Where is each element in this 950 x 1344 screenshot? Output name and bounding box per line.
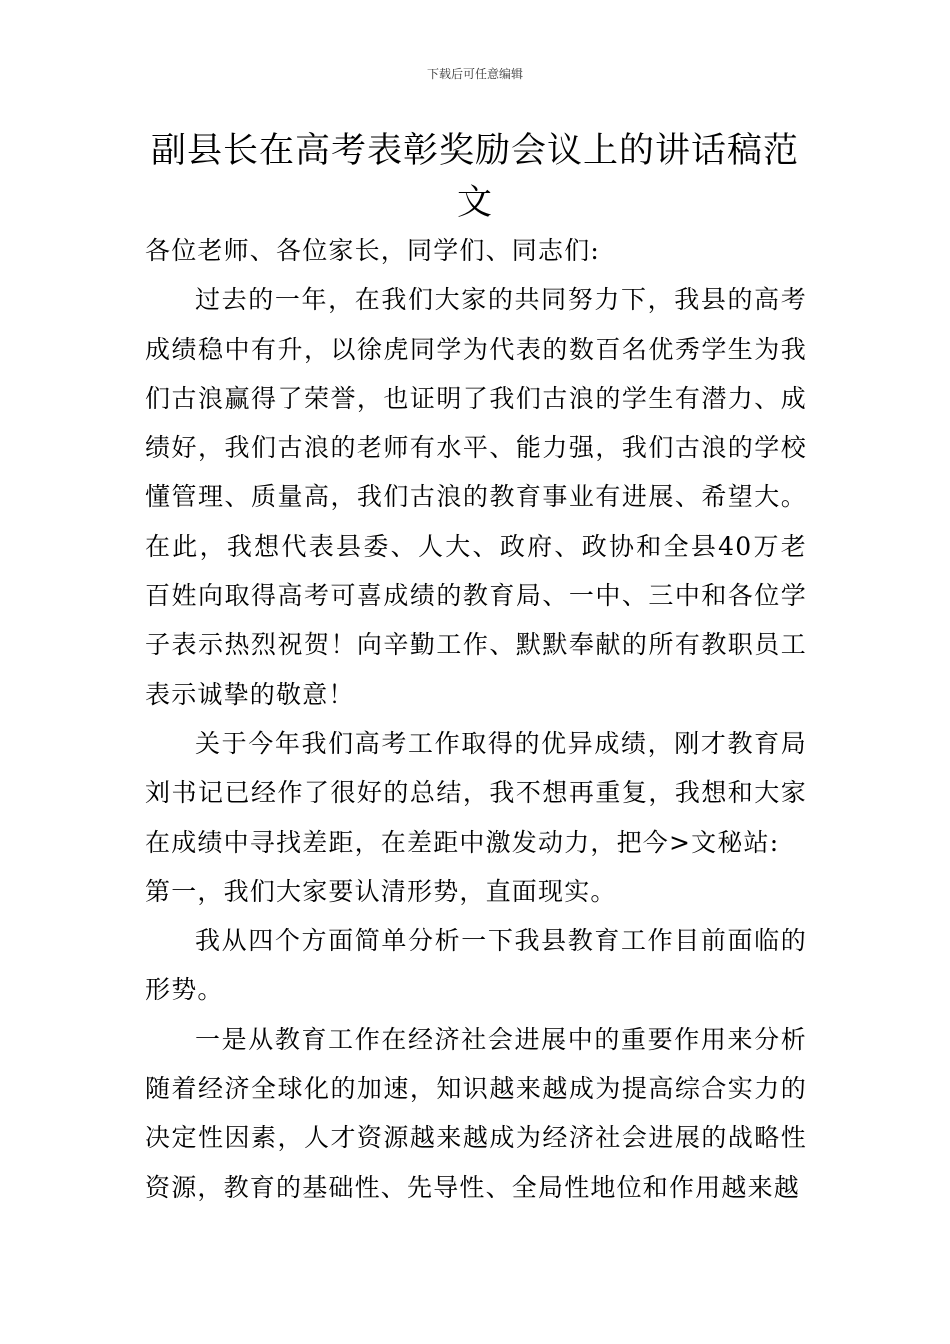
document-body	[145, 226, 807, 1212]
paragraph-1: 过去的一年，在我们大家的共同努力下，我县的高考成绩稳中有升，以徐虎同学为代表的数百名优秀学生为我们古浪赢得了荣誉，也证明了我们古浪的学生有潜力、成绩好，我们古浪的老师有水平、能力强，我们古浪的学校懂管理、质量高，我们古浪的教育事业有进展、希望大。在此，我想代表县委、人大、政府、政协和全县40万老百姓向取得高考可喜成绩的教育局、一中、三中和各位学子表示热烈祝贺！向辛勤工作、默默奉献的所有教职员工表示诚挚的敬意！	[145, 285, 807, 709]
paragraph-4: 我从四个方面简单分析一下我县教育工作目前面临的形势。	[145, 926, 807, 1005]
paragraph-2: 关于今年我们高考工作取得的优异成绩，刚才教育局刘书记已经作了很好的总结，我不想再重复，我想和大家在成绩中寻找差距，在差距中激发动力，把今>文秘站:	[145, 728, 807, 857]
paragraph-5: 一是从教育工作在经济社会进展中的重要作用来分析随着经济全球化的加速，知识越来越成为提高综合实力的决定性因素，人才资源越来越成为经济社会进展的战略性资源，教育的基础性、先导性、全局性地位和作用越来越	[145, 1024, 807, 1202]
header-note: 下载后可任意编辑	[426, 67, 523, 81]
document-title: 副县长在高考表彰奖励会议上的讲话稿范文	[150, 131, 799, 223]
paragraph-3: 第一，我们大家要认清形势，直面现实。	[145, 876, 617, 906]
salutation: 各位老师、各位家长，同学们、同志们:	[145, 236, 601, 265]
